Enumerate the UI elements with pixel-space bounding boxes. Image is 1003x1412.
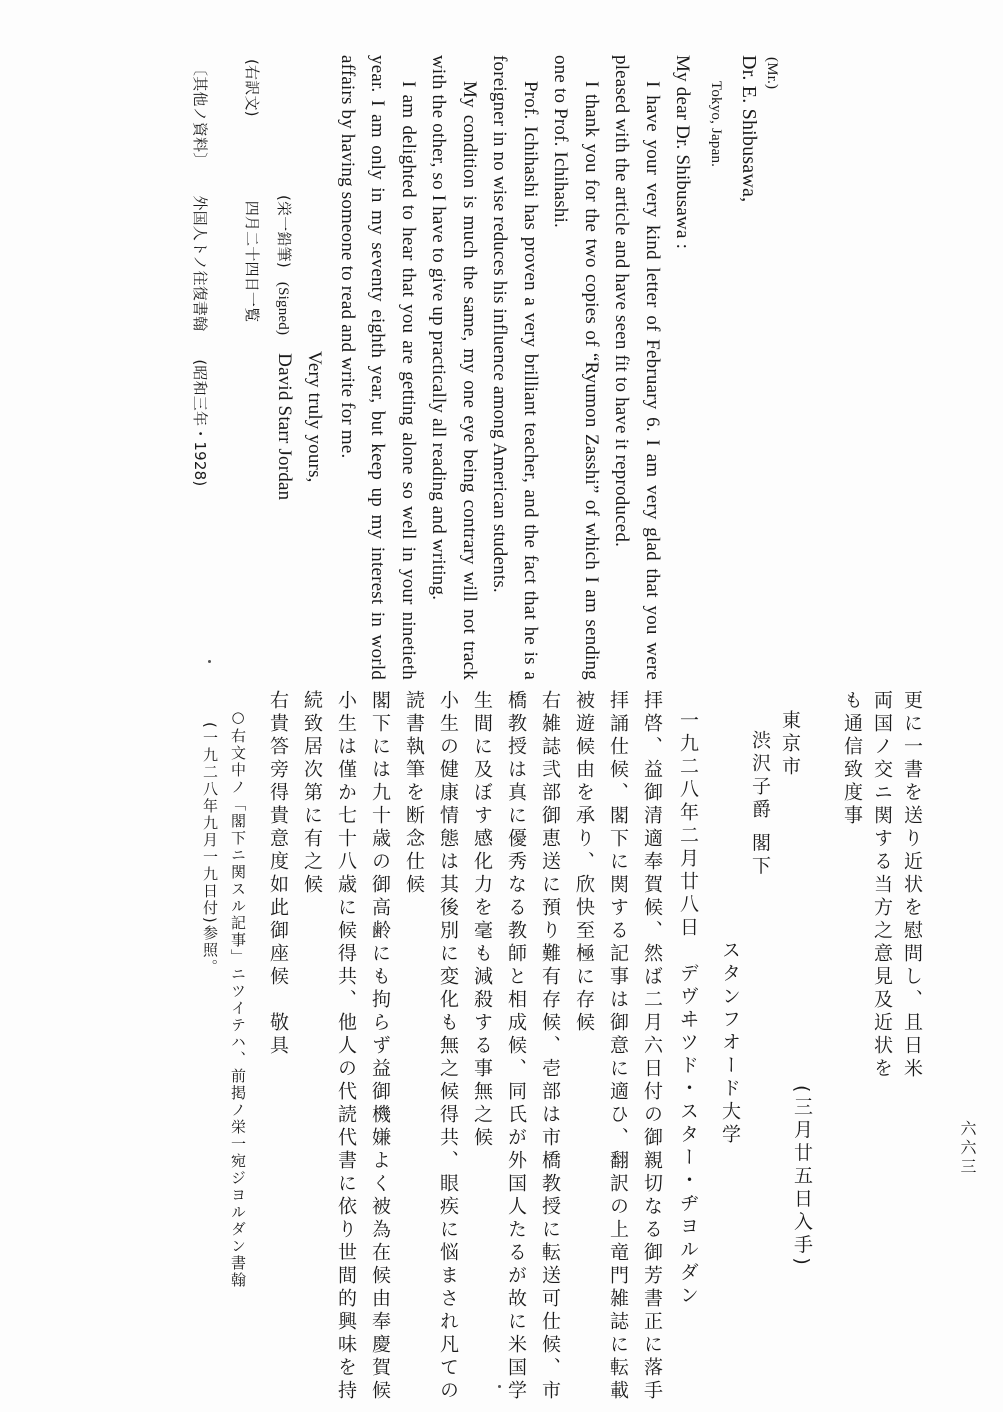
- salutation: My dear Dr. Shibusawa :: [672, 55, 694, 250]
- date-and-sender: 一九二八年二月廿八日 デヴヰツド・スター・ヂヨルダン: [677, 710, 699, 1308]
- footer-section: 〔其他ノ資料〕: [191, 61, 209, 168]
- addressee-city: Tokyo, Japan.: [708, 81, 725, 168]
- closing: Very truly yours,: [304, 351, 326, 483]
- sender-affiliation: スタンフオード大学: [719, 940, 741, 1147]
- recipient-city: 東京市: [779, 710, 801, 779]
- heading-line-2: 両国ノ交ニ関する当方之意見及近状を: [871, 690, 893, 1081]
- body-line-12: 右貴答旁得貴意度如此御座候 敬具: [267, 690, 289, 1058]
- paragraph-1: I have your very kind letter of February 6. I am very glad that you were pleased with the article and have seen fit to have it reproduced.: [611, 55, 663, 680]
- translation-note: (右訳文): [243, 59, 262, 117]
- heading-line-1: 更に一書を送り近状を慰問し、且日米: [901, 690, 923, 1081]
- page-number: 六六三: [958, 1120, 977, 1177]
- body-line-8: 読書執筆を断念仕候: [403, 690, 425, 897]
- body-line-1: 拝啓、益御清適奉賀候、然ば二月六日付の御親切なる御芳書正に落手: [641, 690, 663, 1403]
- paragraph-4: My condition is much the same, my one eye being contrary will not track with the other, so I have to give up practically all reading and writing.: [428, 55, 480, 680]
- annotation: (栄一鉛筆): [275, 195, 293, 268]
- body-line-10: 小生は僅か七十八歳に候得共、他人の代読代書に依り世間的興味を持: [335, 690, 357, 1403]
- body-line-3: 被遊候由を承り、欣快至極に存候: [573, 690, 595, 1035]
- note-row: [237, 55, 268, 680]
- received-date: (三月廿五日入手): [791, 1085, 813, 1269]
- signature: David Starr Jordan: [274, 353, 295, 501]
- paragraph-3: Prof. Ichihashi has proven a very brilliant teacher, and the fact that he is a foreigner in no wise reduces his influence among American students.: [489, 55, 541, 680]
- page-footer: [185, 55, 216, 680]
- stray-mark: [208, 660, 211, 663]
- body-line-2: 拝誦仕候、閣下に関する記事は御意に適ひ、翻訳の上竜門雑誌に転載: [607, 690, 629, 1403]
- signature-row: [268, 55, 300, 680]
- stray-mark: [498, 1385, 501, 1388]
- body-line-11: 続致居次第に有之候: [301, 690, 323, 897]
- heading-line-3: も通信致度事: [841, 690, 863, 828]
- english-letter-region: [40, 55, 780, 680]
- japanese-letter: [150, 690, 930, 1403]
- body-line-7: 小生の健康情態は其後別に変化も無之候得共、眼疾に悩まされ凡ての: [437, 690, 459, 1403]
- footer-title: 外国人トノ往復書翰: [191, 195, 209, 332]
- paragraph-5: I am delighted to hear that you are getting alone so well in your ninetieth year. I am only in my seventy eighth year, but keep up my interest in world affairs by having someone to read and write for me.: [337, 55, 419, 680]
- addressee-prefix: (Mr.): [764, 57, 780, 90]
- body-line-4: 右雑誌弐部御恵送に預り難有存候、壱部は市橋教授に転送可仕候、市: [539, 690, 561, 1403]
- body-line-5: 橋教授は真に優秀なる教師と相成候、同氏が外国人たるが故に米国学: [505, 690, 527, 1403]
- addressee-name: Dr. E. Shibusawa,: [738, 55, 760, 203]
- recipient-name: 渋沢子爵 閣下: [749, 730, 771, 879]
- paragraph-2: I thank you for the two copies of “Ryumon Zasshi” of which I am sending one to Prof. Ichihashi.: [550, 55, 602, 680]
- body-line-6: 生間に及ぼす感化力を毫も減殺する事無之候: [471, 690, 493, 1150]
- english-letter: [40, 55, 780, 680]
- editor-note-line-1: ○右文中ノ「閣下ニ関スル記事」ニツイテハ、前掲ノ栄一宛ジヨルダン書翰: [229, 708, 247, 1289]
- footer-era: (昭和三年・1928): [191, 359, 209, 487]
- body-line-9: 閣下には九十歳の御高齢にも拘らず益御機嫌よく被為在候由奉慶賀候: [369, 690, 391, 1403]
- editor-note-line-2: (一九二八年九月一九日付)参照。: [201, 722, 219, 976]
- annotation-date: 四月二十四日一覧: [243, 200, 262, 323]
- signed-label: (Signed): [275, 281, 291, 336]
